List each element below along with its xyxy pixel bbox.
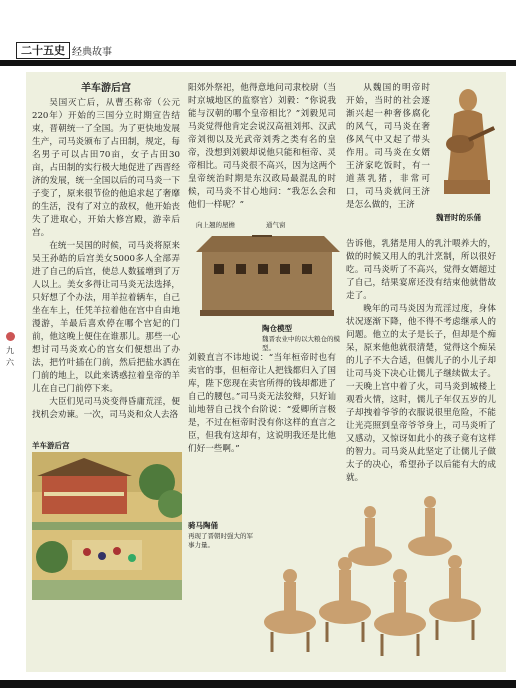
riders-desc: 再现了晋朝时强大的军事力量。 — [188, 532, 253, 549]
book-subtitle: 经典故事 — [72, 46, 112, 58]
paragraph: 大臣们见司马炎变得昏庸荒淫，便找机会劝谏。一次，司马炎和众人去洛 — [32, 397, 180, 420]
paragraph: 晚年的司马炎因为荒淫过度，身体状况逐渐下降，他不得不考虑继承人的问题。他立的太子是长子，但却是个痴呆，原来他他就很清楚，觉得这个痴呆的儿子不大合适，但儒儿子的小儿子却让司马炎下决心让儒儿子继续做太子。一天晚上宫中着了火，司马炎到城楼上观看火情，这时，儒儿子年仅五岁的儿子却拽着爷爷的衣服说很里危险，不能让光亮照到皇帝爷爷身上，司马炎听了又感动，又惊讶如此小的孩子竟有这样的智力。司马炎从此坚定了让儒儿子做太子的决心，希望孙子以后能有大的成就。 — [346, 304, 496, 483]
article-col3-top — [346, 82, 430, 212]
paragraph: 刘毅直言不讳地说：“当年桓帝时也有卖官的事，但桓帝让人把钱都归入了国库，陛下您现在卖官所得的钱却都进了自己的腰包。”司马炎无法狡辩，只好讪讪地替自己找个台阶说：“爱卿所言极是，不过在桓帝时没有你这样的直言之臣，但我有这却有，这说明我还是比他们好一些啊。” — [188, 353, 336, 454]
paragraph: 在统一吴国的时候，司马炎将原来吴王孙皓的后宫美女5000多人全部弄进了自己的后宫，使总人数猛增到了万人以上。美女多得让司马炎无法选择，只好想了个办法，用羊拉着辆车，自己坐在车上，任凭羊拉着他在宫中自由地漫游，羊最后喜欢停在哪个宫妃的门前，他这晚上便住在谁那儿。那些一心想讨司马炎欢心的宫女们便想出了办法，把竹叶插在门前，然后把盐水洒在门前的地上，以此来诱惑拉着皇帝的羊儿在自己门前停下来。 — [32, 241, 180, 394]
granary-model-image — [192, 230, 342, 322]
paragraph: 告诉他，乳猪是用人的乳汁喂养大的，做的时候又用人的乳汁烹制，所以很好吃。司马炎听了不高兴，觉得女婿超过了自己，结果宴席还没有结束他就借故走了。 — [346, 239, 496, 301]
top-rule — [0, 60, 516, 66]
running-header — [16, 42, 112, 58]
lute-caption: 魏晋时的乐俑 — [436, 213, 481, 222]
bottom-rule — [0, 680, 516, 688]
page-marker-icon — [6, 332, 15, 341]
page-number: 九六 — [6, 346, 14, 367]
paragraph: 吴国灭亡后，从曹丕称帝（公元220年）开始的三国分立时期宣告结束，晋朝统一了全国。为了更快地发展生产，司马炎颁布了占田制，规定，每名男子可以占田70亩，女子占田30亩，占田制的实行极大地促进了西晋经济的发展，统一全国以后的司马炎一下子变了，原来很节俭的他追求起了奢靡的生活，没有了对立的敌权，他开始丧失了进取心，开始大修宫殿，游幸后宫。 — [32, 98, 180, 238]
lute-figurine-image — [434, 80, 500, 210]
article-col1 — [32, 82, 180, 422]
granary-title: 陶仓模型 — [262, 324, 292, 333]
paragraph: 阳郊外祭祀，他得意地问司隶校尉（当时京城地区的监察官）刘毅：“你说我能与汉朝的哪个皇帝相比？”刘毅见司马炎觉得他肯定会说汉高祖刘邦、汉武帝刘彻以及光武帝刘秀之类有名的皇帝，没想到刘毅却说他只能和桓帝、灵帝相比。司马炎很不高兴，因为这两个皇帝统治时期是东汉政局最混乱的时候，司马炎不甘心地问：“我怎么会和他们一样呢？” — [188, 83, 336, 210]
article-title: 羊车游后宫 — [81, 83, 131, 94]
palace-painting — [32, 452, 182, 600]
article-col2-top — [188, 82, 336, 212]
book-title: 二十五史 — [16, 42, 70, 59]
horse-riders-image — [250, 492, 500, 672]
riders-title: 骑马陶俑 — [188, 521, 218, 530]
riders-caption — [188, 520, 258, 549]
article-col2-bottom — [188, 352, 336, 456]
article-col3-bottom — [346, 238, 496, 485]
eave-label: 向上翘的屋檐 — [196, 221, 235, 229]
granary-caption — [262, 323, 342, 352]
paragraph: 从魏国的明帝时开始，当时的社会逐渐兴起一种奢侈腐化的风气，司马炎在奢侈风气中又起了带头作用。司马炎在女婿王济家吃饭时，有一道蒸乳猪，非常可口，司马炎就问王济是怎么做的，王济 — [346, 83, 430, 210]
palace-caption: 羊车游后宫 — [32, 441, 70, 450]
granary-desc: 魏晋农业中的以大粮仓的模型。 — [262, 335, 340, 352]
vent-label: 通气窗 — [266, 221, 286, 229]
side-page-marker — [4, 332, 16, 369]
